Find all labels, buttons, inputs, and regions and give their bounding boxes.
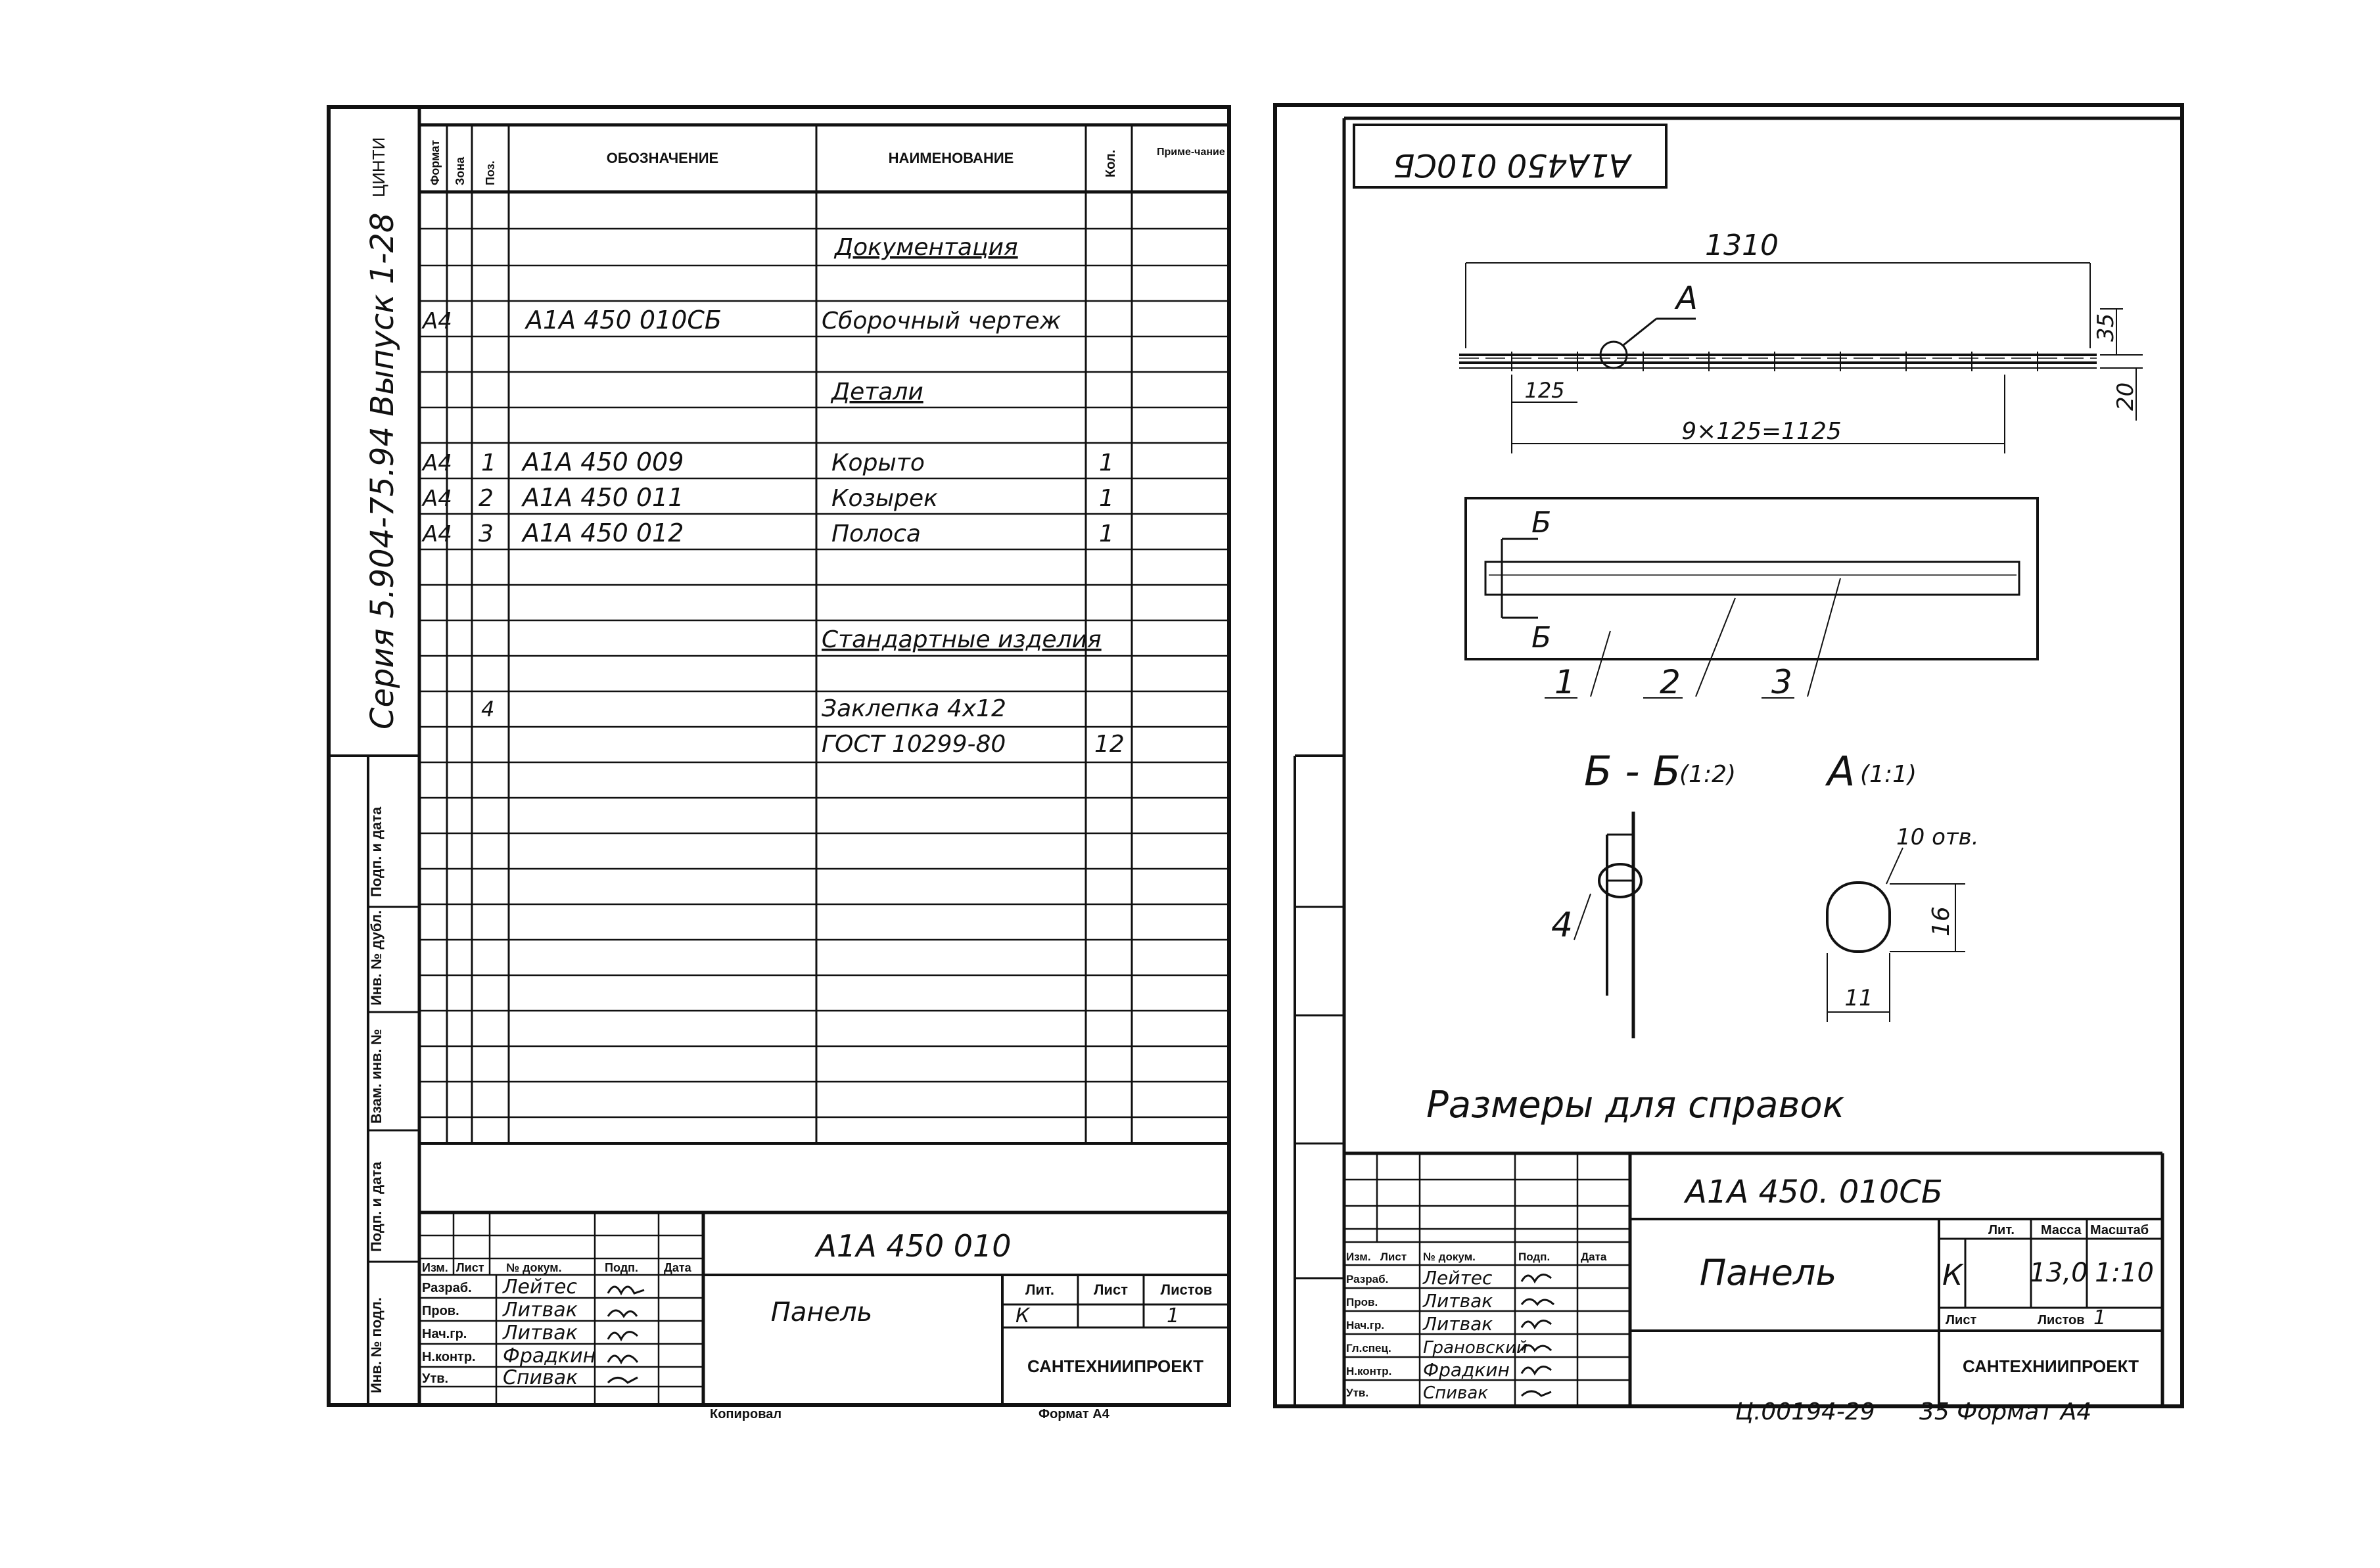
- detail-scale: (1:1): [1860, 761, 1917, 788]
- left-role-name: Литвак: [503, 1299, 578, 1322]
- top-code-mirrored: А1А450 010СБ: [1393, 147, 1631, 183]
- left-footer-copied: Копировал: [710, 1407, 782, 1421]
- right-role: Гл.спец.: [1346, 1342, 1391, 1354]
- left-role: Нач.гр.: [422, 1327, 467, 1341]
- left-col-izm: Изм.: [422, 1261, 448, 1274]
- row-pos: 2: [478, 485, 494, 512]
- left-sheet-label: Лист: [1094, 1281, 1128, 1298]
- series-side-stamp: Серия 5.904-75.94 Выпуск 1-28: [364, 212, 401, 729]
- row-format: А4: [423, 308, 452, 334]
- callout-4: 4: [1551, 906, 1574, 945]
- row-qty: 12: [1094, 731, 1125, 758]
- right-mass-label: Масса: [2041, 1223, 2082, 1237]
- row-name: Полоса: [831, 520, 921, 547]
- dim-height-20: 20: [2112, 382, 2139, 411]
- vertical-label-sign-date-2: Подп. и дата: [368, 1161, 385, 1252]
- right-col-sign: Подп.: [1518, 1251, 1551, 1263]
- left-signatures: [608, 1287, 644, 1383]
- right-role: Н.контр.: [1346, 1365, 1392, 1377]
- right-role: Разраб.: [1346, 1273, 1389, 1285]
- right-role-name: Литвак: [1423, 1313, 1493, 1335]
- header-designation: ОБОЗНАЧЕНИЕ: [606, 150, 719, 166]
- row-qty: 1: [1099, 450, 1114, 476]
- left-role: Н.контр.: [422, 1350, 476, 1364]
- dim-pitch-total: 9×125=1125: [1681, 418, 1842, 445]
- right-role: Пров.: [1346, 1296, 1378, 1308]
- left-role-name: Лейтес: [503, 1276, 577, 1299]
- right-role-name: Лейтес: [1423, 1267, 1493, 1289]
- left-role: Утв.: [422, 1372, 449, 1386]
- section-view: [1574, 812, 1641, 1038]
- left-role-name: Спивак: [503, 1366, 578, 1389]
- right-sheet-text: [1346, 147, 2154, 1425]
- row-format: А4: [423, 450, 452, 476]
- right-sheets-value: 1: [2093, 1306, 2107, 1329]
- right-role-name: Грановский: [1423, 1338, 1528, 1358]
- right-mass-value: 13,0: [2029, 1258, 2088, 1288]
- right-org: САНТЕХНИИПРОЕКТ: [1962, 1356, 2139, 1376]
- right-sheet: [1275, 105, 2182, 1406]
- row-designation: А1А 450 009: [523, 448, 684, 476]
- left-lit-label: Лит.: [1025, 1281, 1054, 1298]
- left-col-date: Дата: [664, 1261, 691, 1274]
- right-lit-label: Лит.: [1988, 1223, 2015, 1237]
- row-name: Корыто: [831, 450, 925, 476]
- callout-1: 1: [1554, 663, 1575, 701]
- left-col-sign: Подп.: [605, 1261, 638, 1274]
- right-sheet-label: Лист: [1946, 1313, 1977, 1327]
- left-role-name: Фрадкин: [503, 1345, 596, 1368]
- callout-2: 2: [1660, 663, 1681, 701]
- left-footer-format: Формат А4: [1038, 1407, 1109, 1421]
- left-sheet-text: [364, 137, 1225, 1421]
- header-zone: Зона: [454, 156, 467, 185]
- left-role: Пров.: [422, 1304, 459, 1318]
- detail-title: А: [1827, 747, 1855, 795]
- row-pos: 4: [481, 697, 495, 722]
- right-role: Нач.гр.: [1346, 1319, 1385, 1331]
- row-name: Сборочный чертеж: [822, 308, 1062, 334]
- right-col-date: Дата: [1581, 1251, 1607, 1263]
- right-role: Утв.: [1346, 1387, 1369, 1399]
- section-scale: (1:2): [1679, 761, 1737, 788]
- detail-a-marker: А: [1676, 280, 1698, 317]
- right-title-name: Панель: [1699, 1252, 1837, 1293]
- right-footer-format: 35 Формат А4: [1919, 1398, 2092, 1425]
- row-name: ГОСТ 10299-80: [822, 731, 1006, 758]
- header-note: Приме-чание: [1157, 147, 1225, 158]
- left-org: САНТЕХНИИПРОЕКТ: [1027, 1356, 1204, 1376]
- spec-row-lines: [419, 229, 1229, 1117]
- left-title-code: А1А 450 010: [816, 1228, 1012, 1264]
- section-mark-top: Б: [1531, 506, 1552, 540]
- header-name: НАИМЕНОВАНИЕ: [888, 150, 1014, 166]
- right-role-name: Фрадкин: [1423, 1359, 1510, 1381]
- section-title: Б - Б: [1584, 747, 1681, 795]
- right-sheet-border: [1275, 105, 2182, 1406]
- right-sheets-label: Листов: [2038, 1313, 2085, 1327]
- left-role: Разраб.: [422, 1281, 472, 1295]
- holes-note: 10 отв.: [1896, 824, 1979, 850]
- left-sheets-value: 1: [1167, 1304, 1180, 1327]
- header-qty: Кол.: [1104, 149, 1118, 177]
- row-name: Козырек: [831, 485, 938, 512]
- row-qty: 1: [1099, 485, 1114, 512]
- dim-pitch-first: 125: [1524, 378, 1565, 403]
- row-format: А4: [423, 521, 452, 547]
- right-role-name: Литвак: [1423, 1290, 1493, 1312]
- reference-note: Размеры для справок: [1426, 1084, 1845, 1126]
- section-mark-bottom: Б: [1531, 621, 1552, 655]
- row-format: А4: [423, 486, 452, 512]
- row-designation: А1А 450 010СБ: [526, 306, 722, 334]
- right-lit-value: К: [1942, 1258, 1963, 1292]
- dim-hole-h: 16: [1928, 906, 1955, 936]
- left-col-list: Лист: [456, 1261, 484, 1274]
- left-title-name: Панель: [770, 1297, 873, 1327]
- callout-3: 3: [1771, 663, 1792, 701]
- right-col-izm: Изм.: [1346, 1251, 1371, 1263]
- dim-length: 1310: [1705, 229, 1779, 262]
- row-pos: 1: [481, 450, 496, 476]
- row-name: Стандартные изделия: [822, 626, 1102, 653]
- left-sheets-label: Листов: [1160, 1281, 1213, 1298]
- right-col-doc: № докум.: [1423, 1251, 1476, 1263]
- row-designation: А1А 450 012: [523, 519, 684, 547]
- left-role-name: Литвак: [503, 1322, 578, 1345]
- left-lit-value: К: [1015, 1304, 1030, 1327]
- row-name: Заклепка 4х12: [822, 695, 1006, 722]
- right-col-list: Лист: [1380, 1251, 1407, 1263]
- plan-view: [1466, 498, 2038, 698]
- right-role-name: Спивак: [1423, 1383, 1489, 1403]
- dim-hole-w: 11: [1844, 985, 1873, 1011]
- row-name: Документация: [835, 234, 1018, 261]
- left-col-doc: № докум.: [506, 1261, 562, 1274]
- right-scale-label: Масштаб: [2090, 1223, 2149, 1237]
- row-name: Детали: [831, 379, 923, 405]
- dim-height-35: 35: [2093, 313, 2119, 342]
- right-signatures: [1522, 1275, 1554, 1396]
- vertical-label-sign-date: Подп. и дата: [368, 806, 385, 897]
- vertical-label-orig-inv: Инв. № подл.: [368, 1297, 385, 1393]
- right-scale-value: 1:10: [2095, 1258, 2154, 1288]
- row-designation: А1А 450 011: [523, 483, 684, 512]
- vertical-label-dup-inv: Инв. № дубл.: [368, 910, 385, 1005]
- row-qty: 1: [1099, 520, 1114, 547]
- header-format: Формат: [429, 139, 442, 185]
- vertical-label-replace-inv: Взам. инв. №: [368, 1028, 385, 1124]
- right-footer-code: Ц.00194-29: [1735, 1398, 1875, 1425]
- header-pos: Поз.: [484, 160, 497, 185]
- right-title-code: А1А 450. 010СБ: [1685, 1174, 1943, 1211]
- side-corner-label: ЦИНТИ: [369, 137, 388, 197]
- row-pos: 3: [478, 520, 494, 547]
